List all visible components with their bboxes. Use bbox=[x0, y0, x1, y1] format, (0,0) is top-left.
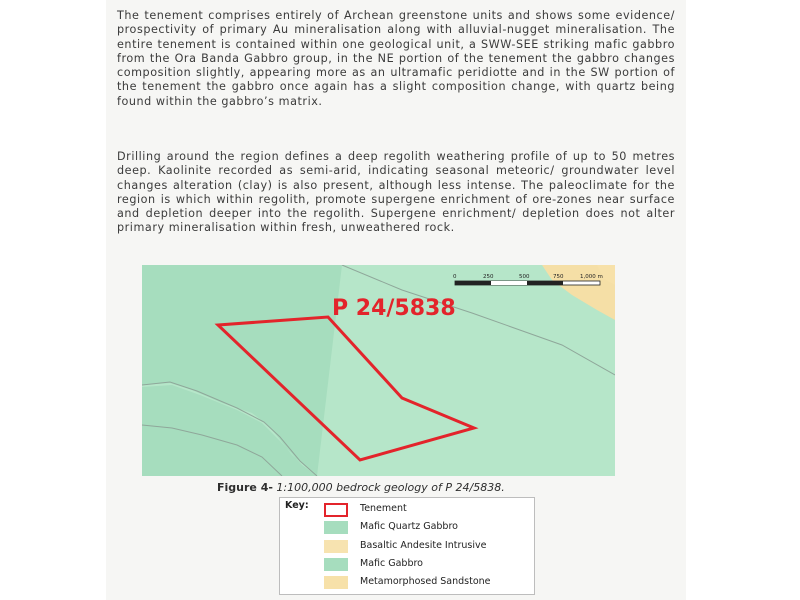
legend-item bbox=[324, 501, 529, 517]
scale-tick: 0 bbox=[453, 274, 457, 280]
paragraph-geology: The tenement comprises entirely of Archean greenstone units and shows some evidence/ prospectivity of primary Au mineralisation along with alluvial-nugget mineralisation. The entire tenement is contained within one geological unit, a SWW-SEE striking mafic gabbro from the Ora Banda Gabbro group, in the NE portion of the tenement the gabbro changes composition slightly, appearing more as an ultramafic peridiotte and in the SW portion of the tenement the gabbro once again has a slight composition change, with quartz being found within the gabbro’s matrix. bbox=[117, 9, 675, 108]
figure-caption bbox=[217, 481, 617, 494]
scale-tick: 250 bbox=[483, 274, 494, 280]
legend-swatch-mafic-gabbro bbox=[324, 558, 348, 571]
legend-item bbox=[324, 574, 529, 590]
scale-tick: 750 bbox=[553, 274, 564, 280]
legend-swatch-mafic-quartz-gabbro bbox=[324, 521, 348, 534]
legend-label: Basaltic Andesite Intrusive bbox=[360, 540, 487, 551]
caption-label: Figure 4- bbox=[217, 481, 273, 494]
paragraph-regolith: Drilling around the region defines a deep regolith weathering profile of up to 50 metres deep. Kaolinite recorded as semi-arid, indicating seasonal meteoric/ groundwater level changes alteration (clay) is also present, although less intense. The paleoclimate for the region is which within regolith, promote supergene enrichment of ore-zones near surface and depletion deeper into the regolith. Supergene enrichment/ depletion does not alter primary mineralisation within fresh, unweathered rock. bbox=[117, 150, 675, 235]
legend-item bbox=[324, 556, 529, 572]
legend-label: Tenement bbox=[360, 503, 407, 514]
legend-item bbox=[324, 519, 529, 535]
legend-swatch-sandstone bbox=[324, 576, 348, 589]
scale-tick: 500 bbox=[519, 274, 530, 280]
caption-text: 1:100,000 bedrock geology of P 24/5838. bbox=[272, 481, 505, 494]
legend-title: Key: bbox=[285, 500, 309, 511]
legend-label: Mafic Quartz Gabbro bbox=[360, 521, 458, 532]
map-legend bbox=[279, 497, 535, 595]
legend-label: Metamorphosed Sandstone bbox=[360, 576, 491, 587]
tenement-label: P 24/5838 bbox=[332, 296, 456, 321]
scale-tick: 1,000 m bbox=[580, 274, 603, 280]
legend-swatch-basaltic-andesite bbox=[324, 540, 348, 553]
geology-map bbox=[142, 265, 615, 476]
legend-item bbox=[324, 538, 529, 554]
legend-label: Mafic Gabbro bbox=[360, 558, 423, 569]
legend-swatch-tenement bbox=[324, 503, 348, 517]
